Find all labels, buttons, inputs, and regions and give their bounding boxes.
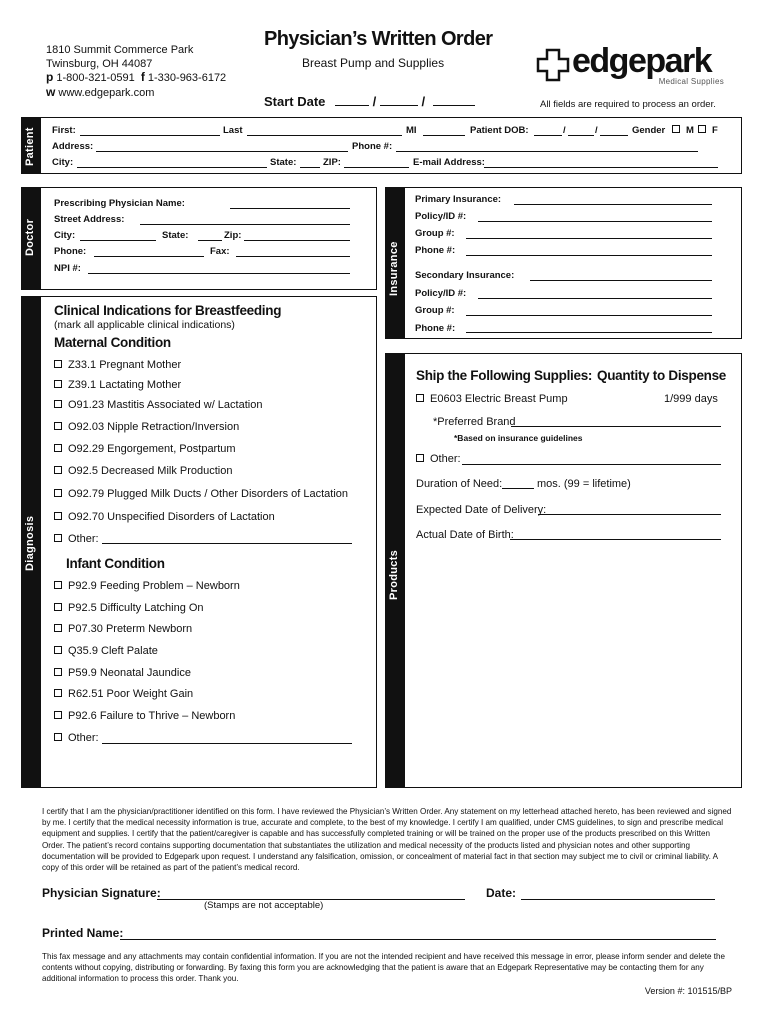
ship-supplies-heading: Ship the Following Supplies: xyxy=(416,368,593,383)
gender-female-checkbox[interactable] xyxy=(698,125,706,133)
street-field[interactable] xyxy=(140,224,350,225)
policy1-field[interactable] xyxy=(478,221,712,222)
date-field[interactable] xyxy=(521,899,715,900)
doctor-city-field[interactable] xyxy=(80,240,156,241)
products-section-label: Products xyxy=(388,549,400,600)
infant-option[interactable]: P07.30 Preterm Newborn xyxy=(54,623,192,635)
doctor-zip-label: Zip: xyxy=(224,230,242,241)
dob-year-field[interactable] xyxy=(600,135,628,136)
city-field[interactable] xyxy=(77,167,267,168)
policy2-label: Policy/ID #: xyxy=(415,288,467,299)
last-name-label: Last xyxy=(223,125,243,136)
checkbox[interactable] xyxy=(54,646,62,654)
checkbox[interactable] xyxy=(54,534,62,542)
infant-option[interactable]: P92.6 Failure to Thrive – Newborn xyxy=(54,710,235,722)
breast-pump-option[interactable]: E0603 Electric Breast Pump xyxy=(416,393,568,405)
checkbox[interactable] xyxy=(54,489,62,497)
checkbox[interactable] xyxy=(54,733,62,741)
primary-insurance-field[interactable] xyxy=(514,204,712,205)
diagnosis-section xyxy=(21,296,377,788)
gender-male-checkbox[interactable] xyxy=(672,125,680,133)
phone2-label: Phone #: xyxy=(415,323,456,334)
form-title: Physician’s Written Order xyxy=(264,28,493,50)
checkbox[interactable] xyxy=(54,422,62,430)
preferred-brand-label: *Preferred Brand xyxy=(433,416,516,428)
group2-field[interactable] xyxy=(466,315,712,316)
patient-phone-field[interactable] xyxy=(396,151,698,152)
maternal-other-option[interactable]: Other: xyxy=(54,533,99,545)
policy2-field[interactable] xyxy=(478,298,712,299)
phone2-field[interactable] xyxy=(466,332,712,333)
maternal-other-field[interactable] xyxy=(102,543,352,544)
patient-section-label: Patient xyxy=(24,127,36,166)
gender-female-option[interactable]: F xyxy=(698,125,718,136)
doctor-fax-label: Fax: xyxy=(210,246,230,257)
company-address xyxy=(46,44,226,100)
insurance-section xyxy=(385,187,742,339)
duration-label: Duration of Need: xyxy=(416,478,503,490)
birth-date-field[interactable] xyxy=(510,539,721,540)
doctor-section xyxy=(21,187,377,290)
secondary-insurance-label: Secondary Insurance: xyxy=(415,270,515,281)
printed-name-label: Printed Name: xyxy=(42,926,124,940)
doctor-phone-label: Phone: xyxy=(54,246,87,257)
checkbox[interactable] xyxy=(54,360,62,368)
delivery-date-label: Expected Date of Delivery: xyxy=(416,504,547,516)
physician-name-label: Prescribing Physician Name: xyxy=(54,198,185,209)
doctor-zip-field[interactable] xyxy=(244,240,350,241)
dob-month-field[interactable] xyxy=(534,135,562,136)
products-section xyxy=(385,353,742,788)
policy1-label: Policy/ID #: xyxy=(415,211,467,222)
city-label: City: xyxy=(52,157,74,168)
maternal-option[interactable]: O92.5 Decreased Milk Production xyxy=(54,465,232,477)
clinical-indications-heading: Clinical Indications for Breastfeeding xyxy=(54,303,282,318)
maternal-option[interactable]: Z39.1 Lactating Mother xyxy=(54,379,181,391)
zip-label: ZIP: xyxy=(323,157,341,168)
breast-pump-quantity: 1/999 days xyxy=(664,393,718,405)
checkbox[interactable] xyxy=(54,400,62,408)
checkbox[interactable] xyxy=(54,689,62,697)
contact-website: w www.edgepark.com xyxy=(46,84,155,99)
maternal-option[interactable]: O92.29 Engorgement, Postpartum xyxy=(54,443,236,455)
state-label: State: xyxy=(270,157,297,168)
checkbox[interactable] xyxy=(54,380,62,388)
state-field[interactable] xyxy=(300,167,320,168)
stamps-note: (Stamps are not acceptable) xyxy=(204,900,324,911)
doctor-city-label: City: xyxy=(54,230,76,241)
required-note: All fields are required to process an order. xyxy=(540,99,716,110)
address-line2: Twinsburg, OH 44087 xyxy=(46,57,153,70)
delivery-date-field[interactable] xyxy=(538,514,721,515)
diagnosis-section-label: Diagnosis xyxy=(24,515,36,571)
checkbox[interactable] xyxy=(54,668,62,676)
zip-field[interactable] xyxy=(344,167,409,168)
infant-condition-heading: Infant Condition xyxy=(66,556,165,571)
doctor-state-field[interactable] xyxy=(198,240,222,241)
medical-cross-icon xyxy=(536,48,570,82)
maternal-option[interactable]: O91.23 Mastitis Associated w/ Lactation xyxy=(54,399,262,411)
first-name-field[interactable] xyxy=(80,135,220,136)
infant-option[interactable]: P59.9 Neonatal Jaundice xyxy=(54,667,191,679)
maternal-option[interactable]: O92.79 Plugged Milk Ducts / Other Disorders of Lactation xyxy=(54,488,348,500)
phone1-field[interactable] xyxy=(466,255,712,256)
doctor-section-label: Doctor xyxy=(24,218,36,256)
infant-option[interactable]: R62.51 Poor Weight Gain xyxy=(54,688,193,700)
logo-tagline: Medical Supplies xyxy=(658,77,724,86)
other-product-option[interactable]: Other: xyxy=(416,453,461,465)
mi-label: MI xyxy=(406,125,417,136)
last-name-field[interactable] xyxy=(247,135,402,136)
email-field[interactable] xyxy=(484,167,718,168)
insurance-guidelines-note: *Based on insurance guidelines xyxy=(454,433,583,443)
checkbox[interactable] xyxy=(54,444,62,452)
fax-disclaimer: This fax message and any attachments may contain confidential information. If you are not the intended recipient and have received this message in error, please inform sender and delete the contents without copying, distributing or forwarding. By faxing this form you are acknowledging that the patient is aware that an Edgepark Representative may be contacting them for any additional information to process this order. Thank you. xyxy=(42,952,725,984)
printed-name-field[interactable] xyxy=(120,939,716,940)
phone1-label: Phone #: xyxy=(415,245,456,256)
checkbox[interactable] xyxy=(54,624,62,632)
version-number: Version #: 101515/BP xyxy=(644,986,732,996)
first-name-label: First: xyxy=(52,125,76,136)
address-field[interactable] xyxy=(96,151,348,152)
address-line1: 1810 Summit Commerce Park xyxy=(46,44,194,56)
checkbox[interactable] xyxy=(54,512,62,520)
infant-option[interactable]: P92.5 Difficulty Latching On xyxy=(54,602,204,614)
npi-field[interactable] xyxy=(88,273,350,274)
preferred-brand-field[interactable] xyxy=(511,426,721,427)
infant-option[interactable]: P92.9 Feeding Problem – Newborn xyxy=(54,580,240,592)
checkbox[interactable] xyxy=(54,603,62,611)
signature-label: Physician Signature: xyxy=(42,886,161,900)
maternal-condition-heading: Maternal Condition xyxy=(54,335,171,350)
gender-male-option[interactable]: M xyxy=(672,125,694,136)
checkbox[interactable] xyxy=(54,466,62,474)
doctor-phone-field[interactable] xyxy=(94,256,204,257)
other-product-field[interactable] xyxy=(462,464,721,465)
checkbox[interactable] xyxy=(54,711,62,719)
mi-field[interactable] xyxy=(423,135,465,136)
patient-section: Patient First: Last MI Patient DOB: / / Gender M F Address: Phone #: City: State: ZIP: E-mail Address: xyxy=(21,117,742,174)
form-subtitle: Breast Pump and Supplies xyxy=(302,56,445,70)
dob-label: Patient DOB: xyxy=(470,125,529,136)
infant-other-field[interactable] xyxy=(102,743,352,744)
insurance-section-label: Insurance xyxy=(388,241,400,296)
secondary-insurance-field[interactable] xyxy=(530,280,712,281)
infant-option[interactable]: Q35.9 Cleft Palate xyxy=(54,645,158,657)
edgepark-logo xyxy=(536,44,726,90)
doctor-state-label: State: xyxy=(162,230,189,241)
email-label: E-mail Address: xyxy=(413,157,485,168)
maternal-option[interactable]: O92.70 Unspecified Disorders of Lactation xyxy=(54,511,275,523)
gender-label: Gender xyxy=(632,125,666,136)
group2-label: Group #: xyxy=(415,305,455,316)
duration-field[interactable] xyxy=(502,488,534,489)
street-label: Street Address: xyxy=(54,214,125,225)
infant-other-option[interactable]: Other: xyxy=(54,732,99,744)
contact-phone-fax: p 1-800-321-0591 f 1-330-963-6172 xyxy=(46,70,227,84)
address-label: Address: xyxy=(52,141,94,152)
doctor-fax-field[interactable] xyxy=(236,256,350,257)
logo-wordmark: edgepark xyxy=(572,42,712,80)
quantity-heading: Quantity to Dispense xyxy=(597,368,727,383)
patient-phone-label: Phone #: xyxy=(352,141,393,152)
birth-date-label: Actual Date of Birth: xyxy=(416,529,514,541)
date-label: Date: xyxy=(486,886,517,900)
npi-label: NPI #: xyxy=(54,263,81,274)
checkbox[interactable] xyxy=(416,454,424,462)
checkbox[interactable] xyxy=(54,581,62,589)
duration-suffix: mos. (99 = lifetime) xyxy=(537,478,631,490)
primary-insurance-label: Primary Insurance: xyxy=(415,194,502,205)
maternal-option[interactable]: O92.03 Nipple Retraction/Inversion xyxy=(54,421,239,433)
start-date-field[interactable]: Start Date / / xyxy=(264,94,475,109)
group1-field[interactable] xyxy=(466,238,712,239)
clinical-indications-subheading: (mark all applicable clinical indications) xyxy=(54,319,235,331)
checkbox[interactable] xyxy=(416,394,424,402)
dob-day-field[interactable] xyxy=(568,135,594,136)
group1-label: Group #: xyxy=(415,228,455,239)
physician-name-field[interactable] xyxy=(230,208,350,209)
maternal-option[interactable]: Z33.1 Pregnant Mother xyxy=(54,359,181,371)
certification-text: I certify that I am the physician/practitioner identified on this form. I have reviewed the Physician’s Written Order. Any statement on my letterhead attached hereto, has been reviewed and signed by me. I certify that the medical necessity information is true, accurate and complete, to the best of my knowledge. I certify I am qualified, under CMS guidelines, to sign and prescribe medical equipment and supplies. I certify that the patient/caregiver is capable and has successfully completed training or will be trained on the proper use of the products prescribed on this Written Order. The patient’s record contains supporting documentation that substantiates the utilization and medical necessity of the products listed and physician notes and other supporting documentation will be provided to Edgepark upon request. I understand any falsification, omission, or concealment of material fact in that section may subject me to civil or criminal liability. A copy of this order will be retained as part of the patient’s medical record. xyxy=(42,807,732,873)
